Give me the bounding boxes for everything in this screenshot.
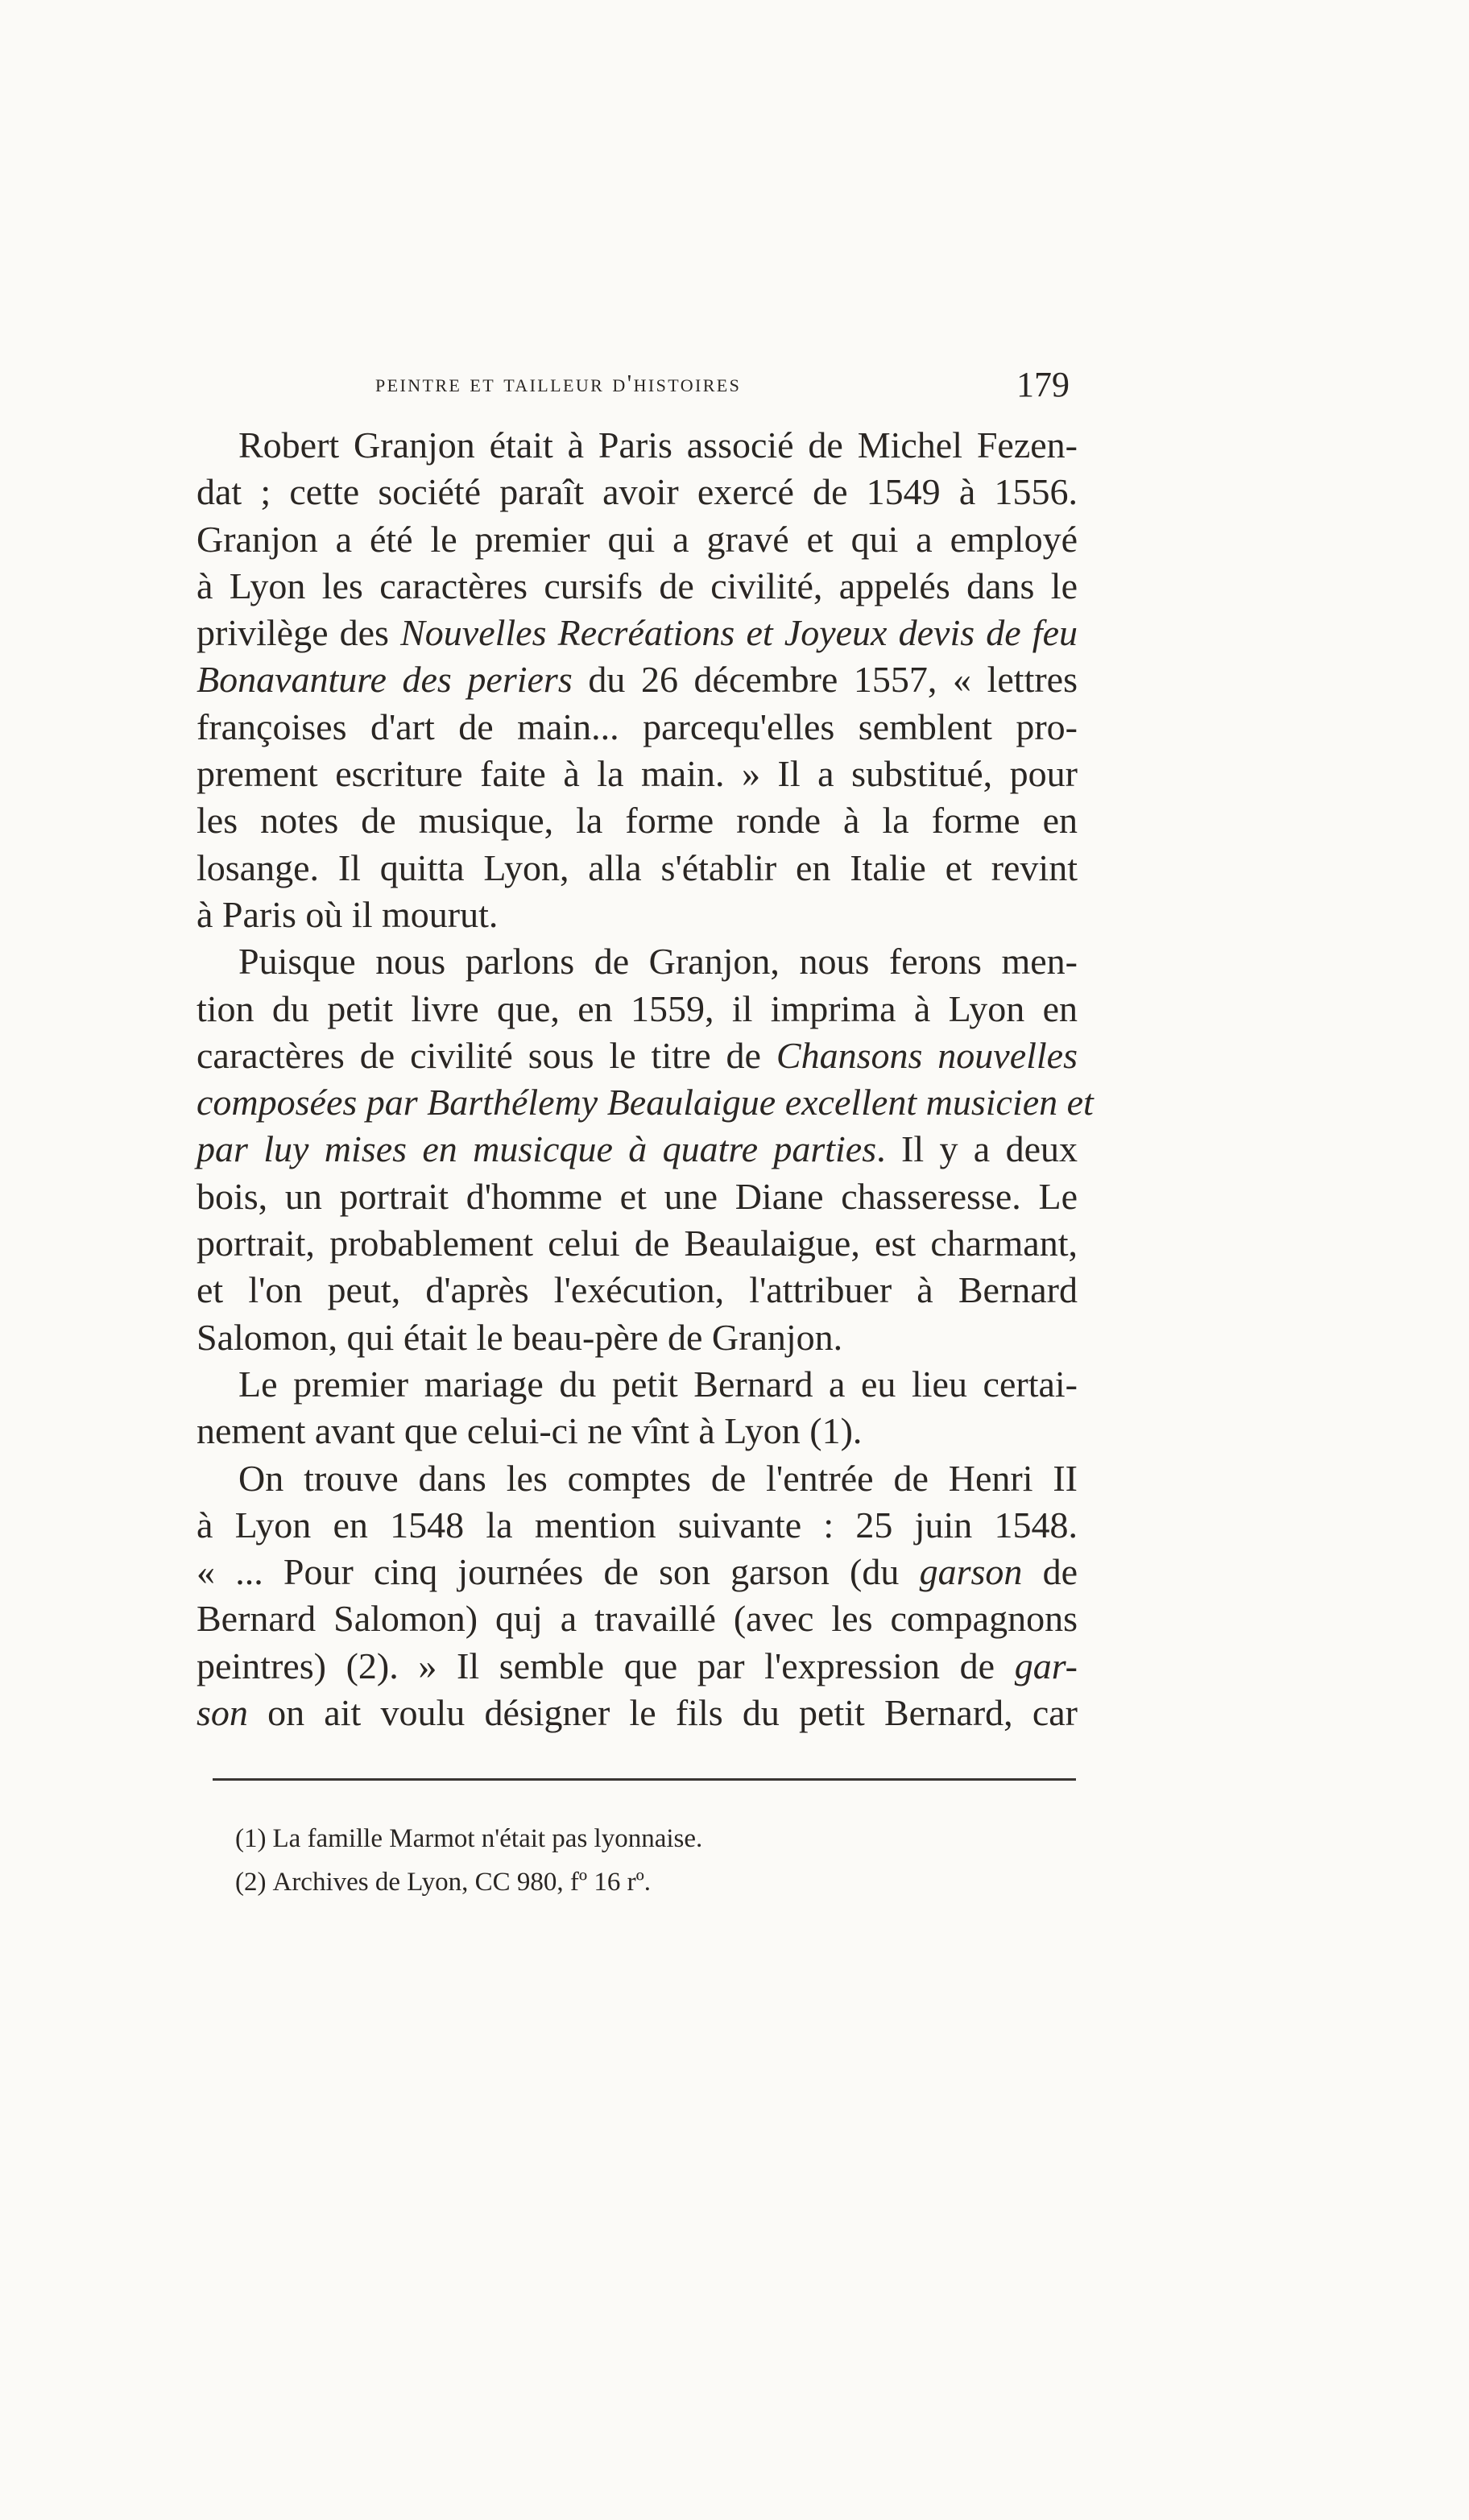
italic-text: par luy mises en musicque à quatre parties	[197, 1128, 877, 1170]
text-run: peintres) (2). » Il semble que par l'expression de	[197, 1645, 1015, 1686]
italic-text: gar-	[1014, 1645, 1078, 1686]
page-header	[375, 365, 1076, 417]
text-run: à Lyon en 1548 la mention suivante : 25 juin 1548.	[197, 1504, 1078, 1546]
text-line	[197, 610, 1078, 656]
text-run: de	[1022, 1551, 1078, 1593]
text-line	[197, 563, 1078, 610]
text-line	[197, 516, 1078, 563]
text-run: on ait voulu désigner le fils du petit Bernard, car	[247, 1692, 1078, 1734]
text-run: losange. Il quitta Lyon, alla s'établir en Italie et revint	[197, 846, 1078, 888]
text-line	[197, 1267, 1078, 1314]
text-line	[197, 1408, 1078, 1454]
text-line	[197, 1595, 1078, 1642]
italic-text: Nouvelles Recréations et Joyeux devis de feu	[400, 612, 1078, 654]
footnote-text: Archives de Lyon, CC 980, fº 16 rº.	[272, 1868, 652, 1897]
italic-text: son	[197, 1692, 248, 1734]
text-line	[197, 1126, 1078, 1173]
text-run: françoises d'art de main... parcequ'elles semblent pro-	[197, 706, 1078, 747]
text-line	[197, 1032, 1078, 1079]
text-line	[197, 1455, 1078, 1502]
text-run: à Lyon les caractères cursifs de civilité, appelés dans le	[197, 565, 1078, 606]
text-run: On trouve dans les comptes de l'entrée de Henri II	[238, 1457, 1078, 1499]
text-run: du 26 décembre 1557, « lettres	[572, 659, 1078, 701]
footnote-text: La famille Marmot n'était pas lyonnaise.	[272, 1824, 703, 1853]
italic-text: Chansons nouvelles	[776, 1034, 1078, 1076]
text-run: Salomon, qui était le beau-père de Granjon.	[197, 1316, 843, 1358]
text-run: et l'on peut, d'après l'exécution, l'attribuer à Bernard	[197, 1269, 1078, 1311]
text-run: Puisque nous parlons de Granjon, nous ferons men-	[238, 941, 1078, 983]
text-run: Le premier mariage du petit Bernard a eu lieu certai-	[238, 1363, 1078, 1405]
text-line	[197, 1079, 1094, 1126]
text-line	[197, 1502, 1078, 1549]
italic-text: Bonavanture des periers	[197, 659, 573, 701]
italic-text: composées par Barthélemy Beaulaigue excellent musicien et	[197, 1082, 1094, 1123]
text-run: nement avant que celui-ci ne vînt à Lyon (1).	[197, 1410, 863, 1452]
text-line	[197, 751, 1078, 797]
footnote-mark: (2)	[235, 1868, 267, 1897]
body-text	[197, 422, 1094, 1736]
footnote	[235, 1860, 1041, 1904]
footnote-mark: (1)	[235, 1824, 267, 1853]
text-run: dat ; cette société paraît avoir exercé de 1549 à 1556.	[197, 471, 1078, 513]
text-run: portrait, probablement celui de Beaulaigue, est charmant,	[197, 1223, 1078, 1264]
text-run: Robert Granjon était à Paris associé de Michel Fezen-	[238, 424, 1078, 466]
running-title: peintre et tailleur d'histoires	[375, 369, 742, 397]
text-run: Granjon a été le premier qui a gravé et qui a employé	[197, 518, 1078, 560]
text-line	[197, 469, 1078, 515]
text-run: privilège des	[197, 612, 401, 654]
text-run: bois, un portrait d'homme et une Diane chasseresse. Le	[197, 1175, 1078, 1217]
italic-text: garson	[919, 1551, 1023, 1593]
text-line	[197, 422, 1078, 469]
text-line	[197, 1690, 1078, 1736]
text-line	[197, 1361, 1078, 1408]
text-run: « ... Pour cinq journées de son garson (du	[197, 1551, 920, 1593]
text-run: prement escriture faite à la main. » Il a substitué, pour	[197, 753, 1078, 795]
footnote	[235, 1817, 1041, 1860]
text-run: à Paris où il mourut.	[197, 893, 499, 935]
page-number: 179	[1016, 365, 1070, 404]
text-line	[197, 656, 1078, 703]
text-run: les notes de musique, la forme ronde à la forme en	[197, 800, 1078, 842]
text-run: caractères de civilité sous le titre de	[197, 1034, 776, 1076]
footnotes	[235, 1817, 1041, 1904]
text-run: tion du petit livre que, en 1559, il imprima à Lyon en	[197, 987, 1078, 1029]
text-run: Bernard Salomon) quj a travaillé (avec les compagnons	[197, 1598, 1078, 1640]
text-line	[197, 845, 1078, 892]
text-line	[197, 938, 1078, 985]
text-line	[197, 704, 1078, 751]
text-line	[197, 797, 1078, 844]
text-line	[197, 1314, 1078, 1361]
text-line	[197, 986, 1078, 1032]
footnote-divider	[213, 1778, 1076, 1781]
text-run: . Il y a deux	[876, 1128, 1078, 1170]
text-line	[197, 1549, 1078, 1595]
text-line	[197, 1173, 1078, 1220]
text-line	[197, 892, 1078, 938]
text-line	[197, 1220, 1078, 1267]
text-line	[197, 1643, 1078, 1690]
